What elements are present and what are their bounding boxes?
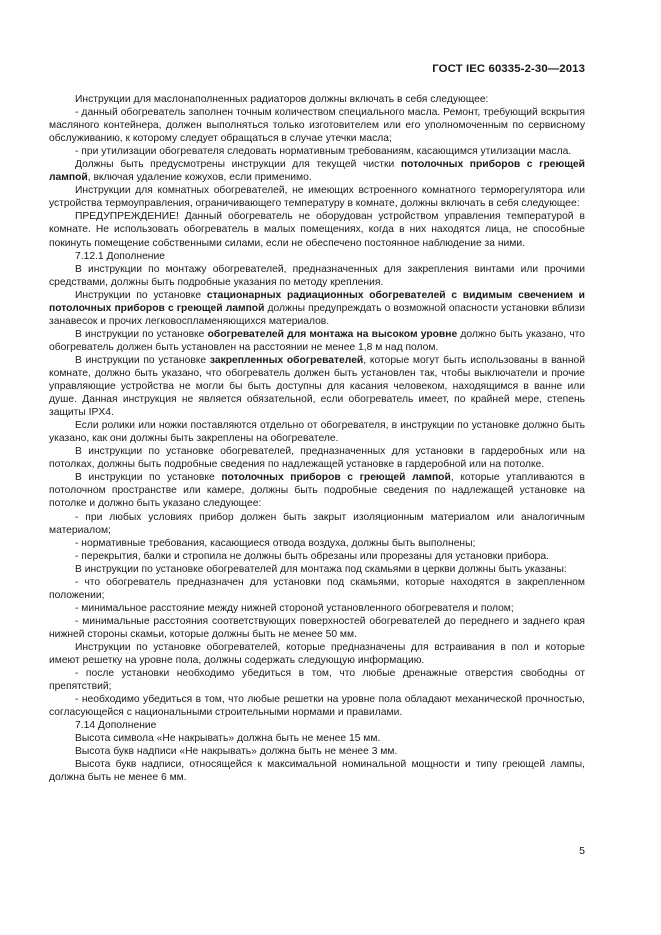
text-run: должно быть указано, что обогреватель должен быть установлен на расстоянии не менее 1,8 м над полом. (49, 328, 586, 353)
text-run: - минимальное расстояние между нижней стороной установленного обогревателя и полом; (75, 602, 514, 614)
paragraph (49, 419, 585, 445)
text-run: Если ролики или ножки поставляются отдельно от обогревателя, в инструкции по установке должно быть указано, как они должны быть закреплены на обогревателе. (49, 420, 585, 445)
paragraph (49, 354, 585, 419)
paragraph (49, 550, 585, 563)
text-run: Инструкции по установке обогревателей, которые предназначены для встраивания в пол и которые имеют решетку на уровне пола, должны содержать следующую информацию. (49, 641, 585, 667)
text-run: Высота букв надписи, относящейся к максимальной номинальной мощности и типу греющей лампы, должна быть не менее 6 мм. (49, 759, 585, 784)
paragraph (49, 602, 585, 615)
paragraph (49, 537, 585, 550)
text-run: Высота букв надписи «Не накрывать» должна быть не менее 3 мм. (75, 746, 398, 758)
text-run: Инструкции для маслонаполненных радиаторов должны включать в себя следующее: (75, 94, 489, 105)
bold-term: стационарных радиационных обогревателей с видимым свечением и потолочных приборов с греющей лампой (49, 289, 585, 314)
paragraph (49, 289, 585, 328)
text-run: - при любых условиях прибор должен быть закрыт изоляционным материалом или аналогичным материалом; (49, 511, 585, 536)
text-run: В инструкции по установке обогревателей, предназначенных для установки в гардеробных или на потолках, должны быть подробные сведения по надлежащей установке в гардеробной или на потолке. (49, 446, 585, 471)
text-run: Инструкции по установке (75, 289, 207, 301)
text-run: - что обогреватель предназначен для установки под скамьями, которые находятся в закрепленном положении; (49, 576, 585, 601)
text-run: ПРЕДУПРЕЖДЕНИЕ! Данный обогреватель не оборудован устройством управления температурой в комнате. Не использовать обогреватель в малых помещениях, когда в них находятся лица, не способные покинуть помещение собственными силами, если не обеспечено постоянное наблюдение за ними. (49, 211, 585, 249)
text-run: - необходимо убедиться в том, что любые решетки на уровне пола обладают механической прочностью, согласующейся с национальными строительными нормами и правилами. (49, 694, 585, 719)
paragraph (49, 576, 585, 602)
text-run: В инструкции по установке (75, 354, 210, 366)
paragraph (49, 106, 585, 145)
paragraph (49, 693, 585, 719)
text-run: В инструкции по установке (75, 328, 208, 340)
text-run: - нормативные требования, касающиеся отвода воздуха, должны быть выполнены; (75, 537, 476, 549)
bold-term: потолочных приборов с греющей лампой (49, 159, 585, 184)
text-run: - перекрытия, балки и стропила не должны быть обрезаны или прорезаны для установки прибора. (75, 550, 549, 562)
paragraph (49, 328, 585, 354)
paragraph (49, 745, 585, 758)
document-body (49, 93, 585, 784)
paragraph (49, 184, 585, 210)
text-run: , включая удаление кожухов, если применимо. (87, 172, 312, 184)
text-run: В инструкции по установке обогревателей для монтажа под скамьями в церкви должны быть указаны: (75, 563, 567, 575)
text-run: , которые утапливаются в потолочном пространстве или камере, должны быть подробные сведения по надлежащей установке на потолке и должно быть указано следующее: (49, 472, 585, 510)
text-run: - после установки необходимо убедиться в том, что любые дренажные отверстия свободны от препятствий; (49, 668, 585, 693)
text-run: Высота символа «Не накрывать» должна быть не менее 15 мм. (75, 733, 381, 745)
paragraph (49, 758, 585, 784)
text-run: - при утилизации обогревателя следовать нормативным требованиям, касающимся утилизации масла. (75, 146, 572, 158)
paragraph (49, 145, 585, 158)
paragraph (49, 563, 585, 576)
text-run: - данный обогреватель заполнен точным количеством специального масла. Ремонт, требующий вскрытия масляного контейнера, должен выполняться только изготовителем или его уполномоченным по сервисному обслуживанию, к которому следует обращаться в случае утечки масла; (49, 107, 585, 145)
text-run: 7.12.1 Дополнение (75, 250, 165, 262)
paragraph (49, 511, 585, 537)
text-run: В инструкции по установке (75, 472, 222, 484)
text-run: - минимальные расстояния соответствующих поверхностей обогревателей до переднего и заднего края нижней стороны скамьи, которые должны быть не менее 50 мм. (49, 615, 585, 640)
text-run: 7.14 Дополнение (75, 720, 157, 732)
paragraph (49, 250, 585, 263)
paragraph (49, 615, 585, 641)
paragraph (49, 263, 585, 289)
paragraph (49, 445, 585, 471)
paragraph (49, 210, 585, 249)
text-run: Должны быть предусмотрены инструкции для текущей чистки (75, 159, 401, 171)
paragraph (49, 667, 585, 693)
paragraph (49, 641, 585, 667)
text-run: должны предупреждать о возможной опасности установки вблизи занавесок и прочих легковоспламеняющихся материалов. (49, 302, 585, 327)
bold-term: закрепленных обогревателей (209, 354, 364, 366)
text-run: В инструкции по монтажу обогревателей, предназначенных для закрепления винтами или прочими средствами, должны быть подробные указания по методу крепления. (49, 263, 585, 288)
bold-term: потолочных приборов с греющей лампой (221, 472, 451, 484)
paragraph (49, 158, 585, 184)
paragraph (49, 719, 585, 732)
page-number: 5 (579, 845, 585, 857)
standard-header: ГОСТ IEC 60335-2-30—2013 (432, 63, 585, 75)
text-run: , которые могут быть использованы в ванной комнате, должно быть указано, что обогреватель должен быть установлен так, чтобы выключатели и прочие управляющие устройства не могли бы быть доступны для касания человеком, находящимся в ванне или душе. Данная инструкция не является обязательной, если обогреватель имеет, по крайней мере, степень защиты IPX4. (49, 354, 585, 419)
paragraph (49, 471, 585, 510)
paragraph (49, 732, 585, 745)
paragraph (49, 93, 585, 106)
bold-term: обогревателей для монтажа на высоком уровне (207, 328, 458, 340)
text-run: Инструкции для комнатных обогревателей, не имеющих встроенного комнатного терморегулятора или устройства термоуправления, ограничивающего температуру в комнате, должны включать в себя следующее: (49, 185, 585, 210)
